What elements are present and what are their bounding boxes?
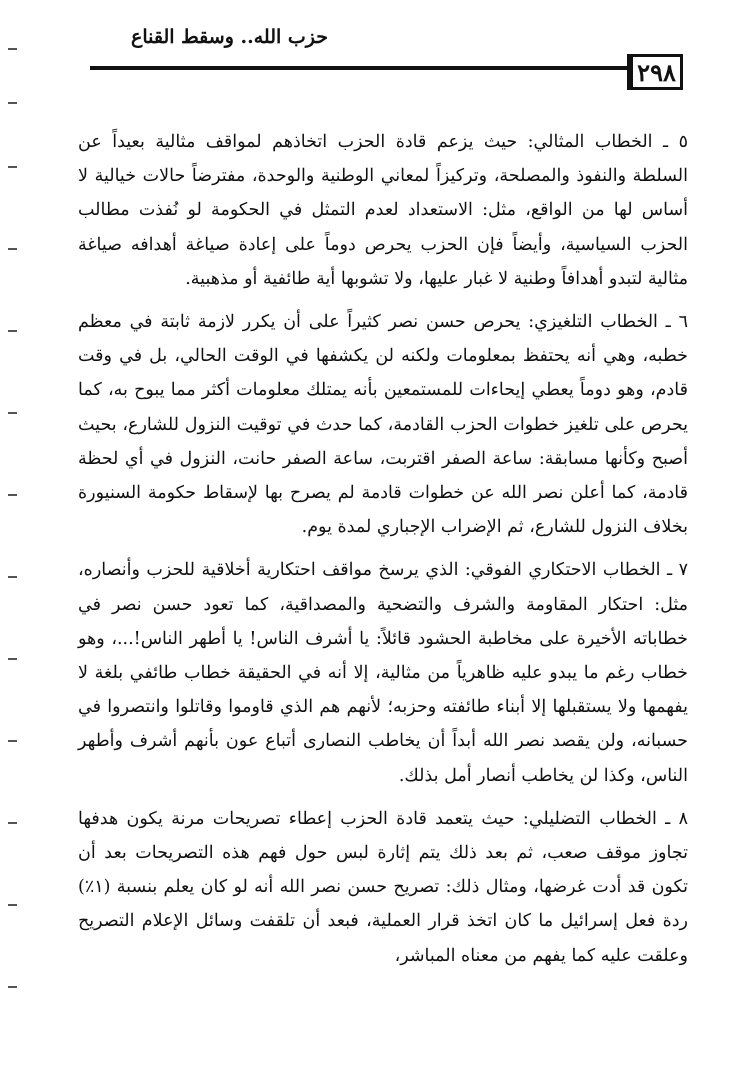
paragraph-5-idealistic-discourse: ٥ ـ الخطاب المثالي: حيث يزعم قادة الحزب اتخاذهم لمواقف مثالية بعيداً عن السلطة والنفوذ والمصلحة، وتركيزاً لمعاني الوطنية والوحدة، مفترضاً حالات خيالية لا أساس لها من الواقع، مثل: الاستعداد لعدم التمثل في الحكومة لو نُفذت مطالب الحزب السياسية، وأيضاً فإن الحزب يحرص دوماً على إعادة صياغة أهدافه صياغة مثالية لتبدو أهدافاً وطنية لا غبار عليها، ولا تشوبها أية طائفية أو مذهبية. <box>78 132 688 289</box>
scan-edge-mark <box>8 740 17 742</box>
body-text <box>78 125 688 973</box>
scan-edge-mark <box>8 986 17 988</box>
paragraph-7-monopolistic-discourse: ٧ ـ الخطاب الاحتكاري الفوقي: الذي يرسخ مواقف احتكارية أخلاقية للحزب وأنصاره، مثل: احتكار المقاومة والشرف والتضحية والمصداقية، كما تعود حسن نصر في خطاباته الأخيرة على مخاطبة الحشود قائلاً: يا أشرف الناس! يا أطهر الناس!...، وهو خطاب رغم ما يبدو عليه ظاهرياً من مثالية، إلا أنه في الحقيقة خطاب طائفي بلغة لا يفهمها ولا يستقبلها إلا أبناء طائفته وحزبه؛ لأنهم هم الذي قاوموا وقاتلوا وانتصروا في حسبانه، ولن يقصد نصر الله أبداً أن يخاطب النصارى أتباع عون بأنهم أشرف وأطهر الناس، وكذا لن يخاطب أنصار أمل بذلك. <box>78 560 688 786</box>
scan-edge-mark <box>8 822 17 824</box>
scan-edge-mark <box>8 102 17 104</box>
scan-edge-mark <box>8 248 17 250</box>
scan-edge-mark <box>8 166 17 168</box>
scan-edge-mark <box>8 494 17 496</box>
scan-edge-mark <box>8 48 17 50</box>
scan-edge-mark <box>8 330 17 332</box>
scan-edge-mark <box>8 412 17 414</box>
running-header-title: حزب الله.. وسقط القناع <box>130 26 328 48</box>
scan-edge-mark <box>8 904 17 906</box>
scan-edge-mark <box>8 658 17 660</box>
paragraph-8-misleading-discourse: ٨ ـ الخطاب التضليلي: حيث يتعمد قادة الحزب إعطاء تصريحات مرنة يكون هدفها تجاوز موقف صعب، ثم بعد ذلك يتم إثارة لبس حول فهم هذه التصريحات بعد أن تكون قد أدت غرضها، ومثال ذلك: تصريح حسن نصر الله أنه لو كان يعلم بنسبة (١٪) ردة فعل إسرائيل ما كان اتخذ قرار العملية، فبعد أن تلقفت وسائل الإعلام التصريح وعلقت عليه كما يفهم من معناه المباشر، <box>78 808 688 966</box>
page-number: ٢٩٨ <box>627 54 683 90</box>
paragraph-6-riddling-discourse: ٦ ـ الخطاب التلغيزي: يحرص حسن نصر كثيراً على أن يكرر لازمة ثابتة في معظم خطبه، وهي أنه يحتفظ بمعلومات ولكنه لن يكشفها في الوقت الحالي، بل في وقت قادم، وهو دوماً يعطي إيحاءات للمستمعين بأنه يمتلك معلومات أكثر مما يبوح به، كما يحرص على تلغيز خطوات الحزب القادمة، كما حدث في توقيت النزول للشارع، بحيث أصبح وكأنها مسابقة: ساعة الصفر اقتربت، ساعة الصفر حانت، النزول في أي لحظة قادمة، كما أعلن نصر الله عن خطوات قادمة لم يصرح بها لإسقاط حكومة السنيورة بخلاف النزول للشارع، ثم الإضراب الإجباري لمدة يوم. <box>78 312 688 538</box>
header-rule <box>90 66 635 70</box>
scan-edge-mark <box>8 576 17 578</box>
